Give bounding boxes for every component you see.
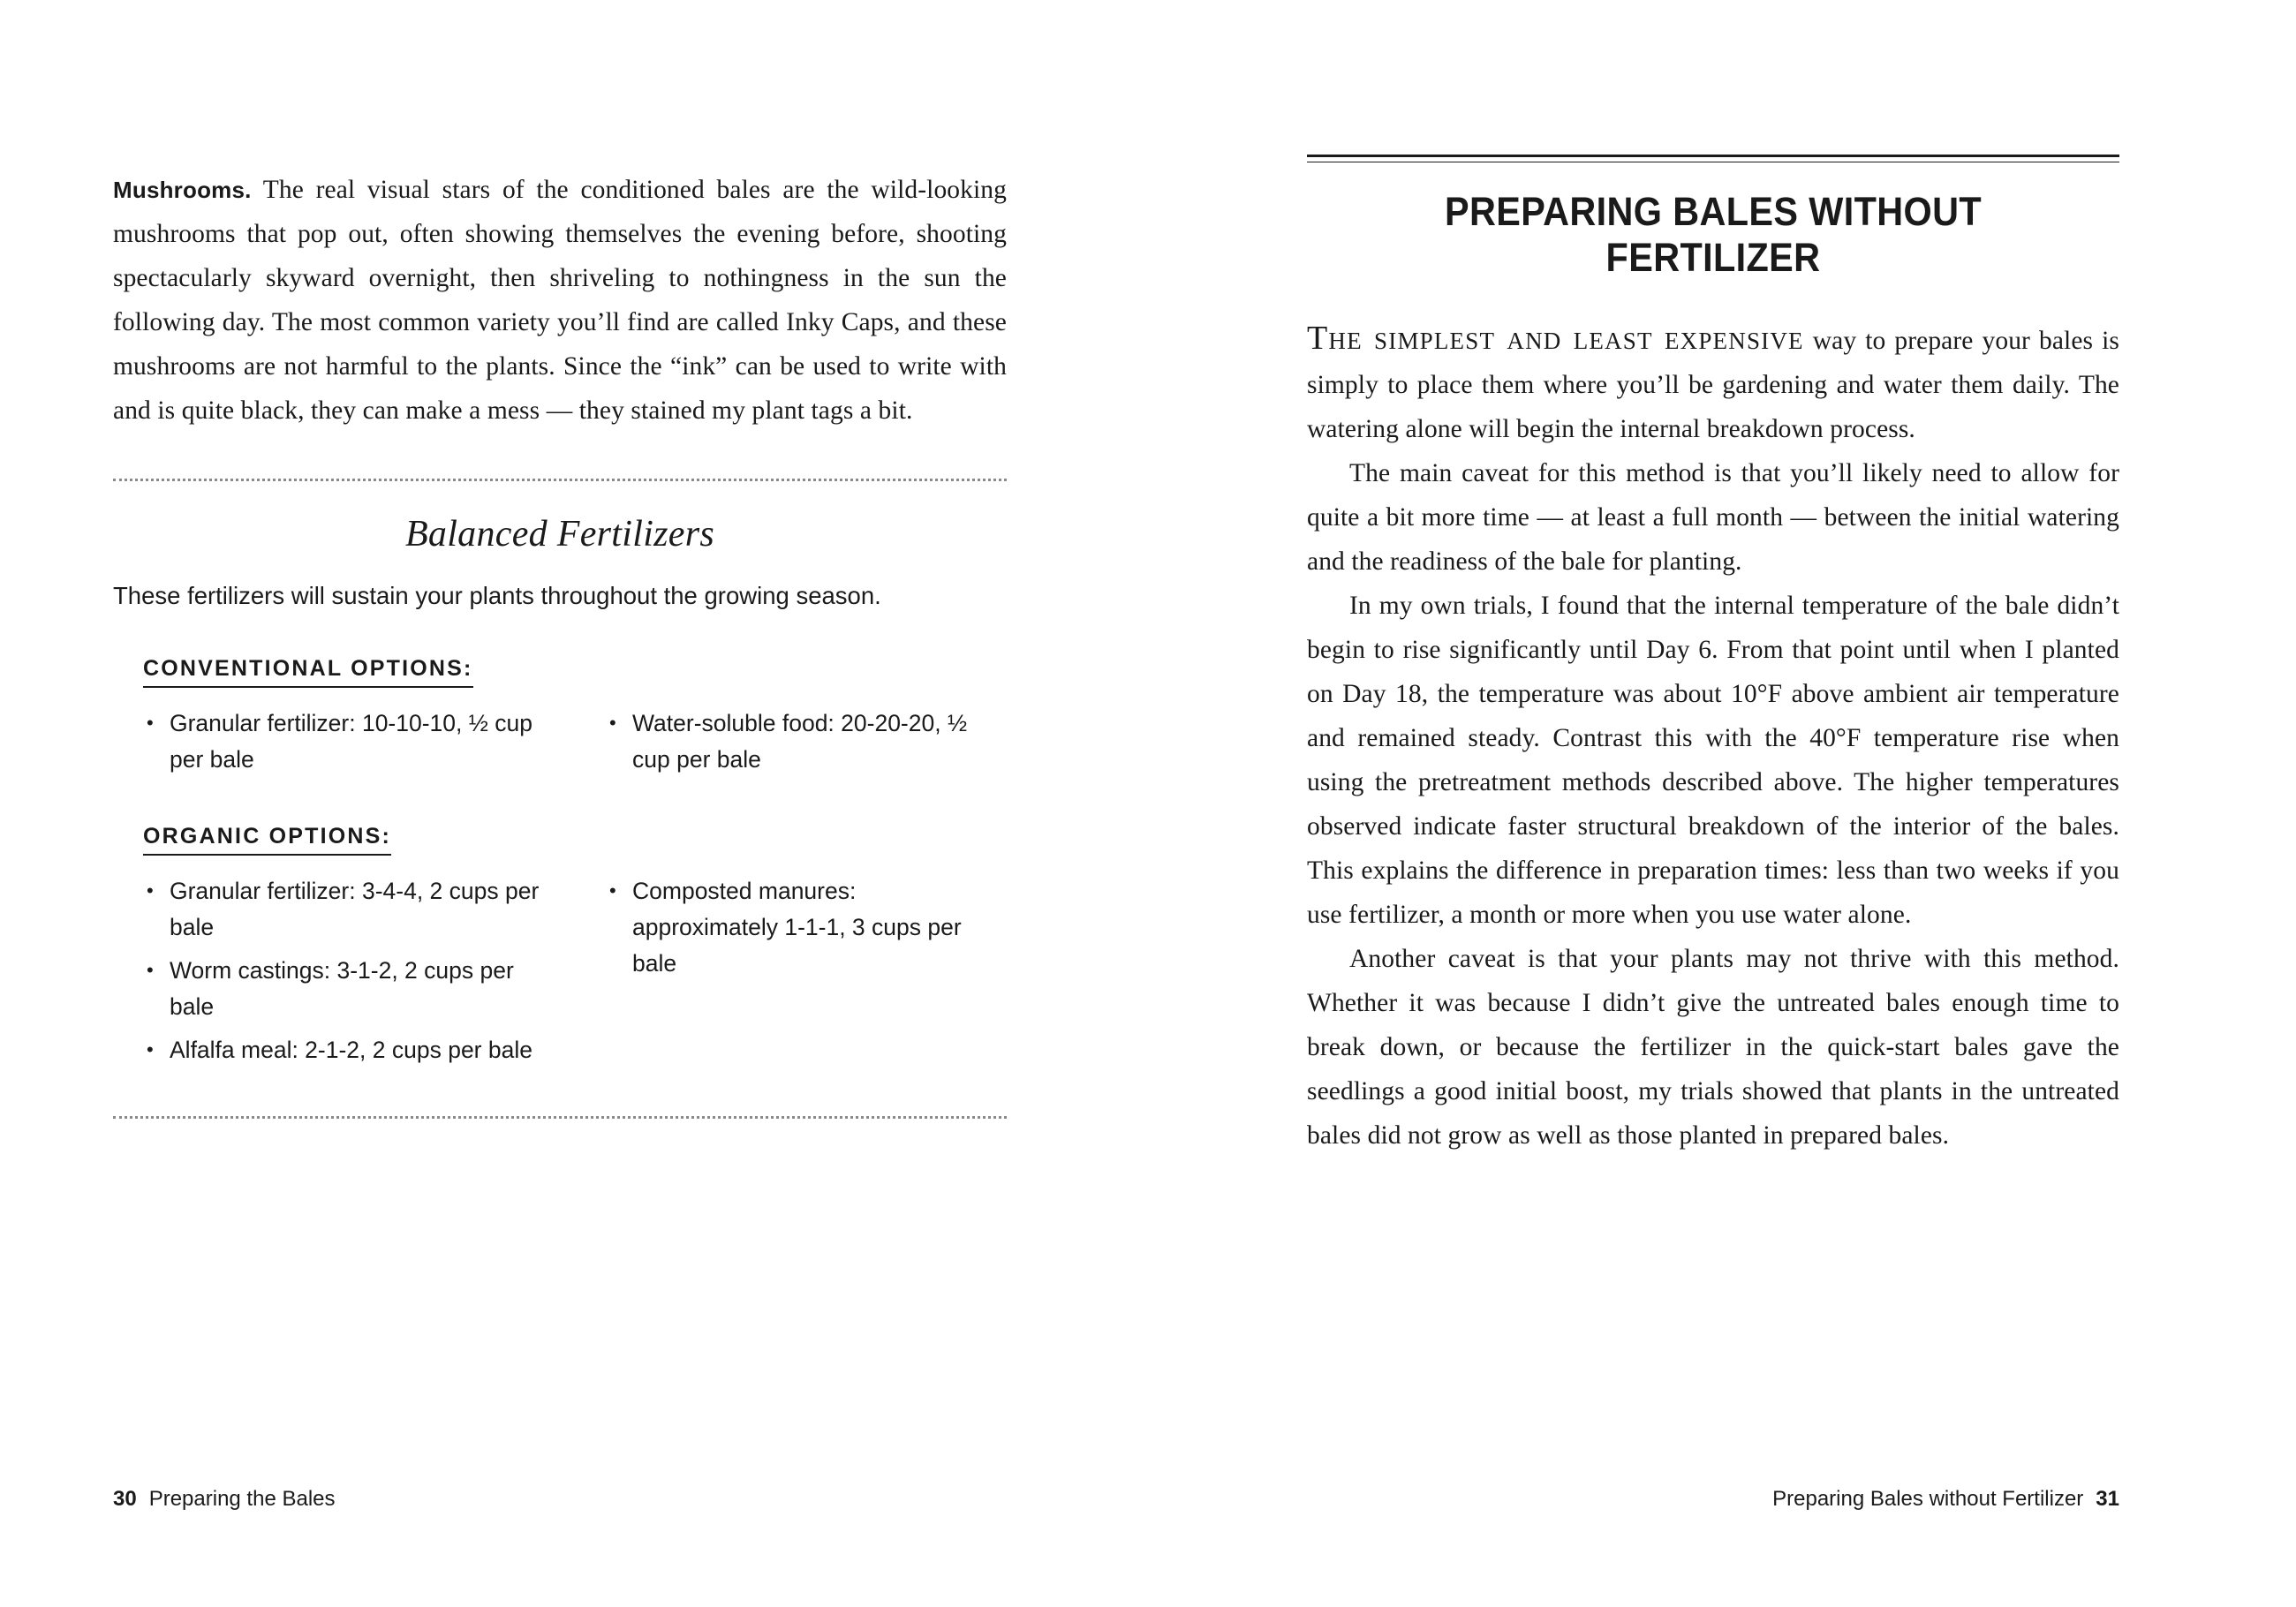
paragraph-text: The real visual stars of the conditioned bales are the wild-looking mushrooms that pop out, often showing themselves the evening before, shooting spectacularly skyward overnight, then shriveling to nothingness in the sun the following day. The most common variety you’ll find are called Inky Caps, and these mushrooms are not harmful to the plants. Since the “ink” can be used to write with and is quite black, they can make a mess — they stained my plant tags a bit. [113, 176, 1007, 425]
conventional-left-column [113, 705, 560, 785]
right-page-footer [1772, 1487, 2119, 1512]
organic-left-list [113, 873, 560, 1068]
page-title: PREPARING BALES WITHOUT FERTILIZER [1444, 189, 1983, 280]
sidebar-intro: These fertilizers will sustain your plants throughout the growing season. [113, 582, 881, 609]
paragraph-runin: Mushrooms. [113, 177, 252, 203]
sidebar-bottom-rule [113, 1116, 1007, 1119]
body-paragraph-2: The main caveat for this method is that you’ll likely need to allow for quite a bit more time — at least a full month — between the initial watering and the readiness of the bale for planting. [1307, 459, 2119, 576]
conventional-options-columns [113, 705, 1007, 785]
conventional-options-heading: CONVENTIONAL OPTIONS: [143, 656, 473, 688]
body-paragraph-3: In my own trials, I found that the internal temperature of the bale didn’t begin to rise significantly until Day 6. From that point until when I planted on Day 18, the temperature was about 10°F above ambient air temperature and remained steady. Contrast this with the 40°F temperature rise when using the pretreatment methods described above. The higher temperatures observed indicate faster structural breakdown of the interior of the bales. This explains the difference in preparation times: less than two weeks if you use fertilizer, a month or more when you use water alone. [1307, 592, 2119, 929]
page-number: 30 [113, 1487, 137, 1511]
sidebar-title: Balanced Fertilizers [404, 514, 715, 555]
running-head: Preparing the Bales [148, 1487, 336, 1511]
organic-right-column [560, 873, 1007, 1075]
conventional-left-list [113, 705, 560, 778]
page-number: 31 [2096, 1487, 2119, 1511]
mushrooms-paragraph [113, 168, 1007, 433]
list-item: • Water-soluble food: 20-20-20, ½ cup per bale [606, 705, 1007, 778]
list-item: • Alfalfa meal: 2-1-2, 2 cups per bale [143, 1032, 560, 1068]
conventional-heading-wrap [113, 617, 1007, 688]
organic-options-heading: ORGANIC OPTIONS: [143, 824, 391, 856]
left-page-footer [113, 1487, 336, 1512]
organic-left-column [113, 873, 560, 1075]
chapter-rule-thick [1307, 155, 2119, 157]
list-item: • Composted manures: approximately 1-1-1, 3 cups per bale [606, 873, 1007, 982]
list-item: • Worm castings: 3-1-2, 2 cups per bale [143, 953, 560, 1025]
right-page [1148, 0, 2296, 1607]
chapter-rule-group [1307, 155, 2119, 162]
paragraph-text: way to prepare your bales is simply to place them where you’ll be gardening and water them daily. The watering alone will begin the internal breakdown process. [1307, 327, 2119, 443]
organic-heading-wrap [113, 785, 1007, 856]
list-item: • Granular fertilizer: 10-10-10, ½ cup per bale [143, 705, 560, 778]
conventional-right-list [576, 705, 1007, 778]
body-paragraph-1 [1307, 316, 2119, 451]
organic-options-columns [113, 873, 1007, 1075]
organic-right-list [576, 873, 1007, 982]
list-item: • Granular fertilizer: 3-4-4, 2 cups per bale [143, 873, 560, 946]
sidebar-top-rule [113, 479, 1007, 481]
conventional-right-column [560, 705, 1007, 785]
running-head: Preparing Bales without Fertilizer [1772, 1487, 2084, 1511]
lead-smallcaps: The simplest and least expensive [1307, 320, 1804, 357]
body-paragraph-4: Another caveat is that your plants may not thrive with this method. Whether it was because I didn’t give the untreated bales enough time to break down, or because the fertilizer in the quick-start bales gave the seedlings a good initial boost, my trials showed that plants in the untreated bales did not grow as well as those planted in prepared bales. [1307, 945, 2119, 1150]
